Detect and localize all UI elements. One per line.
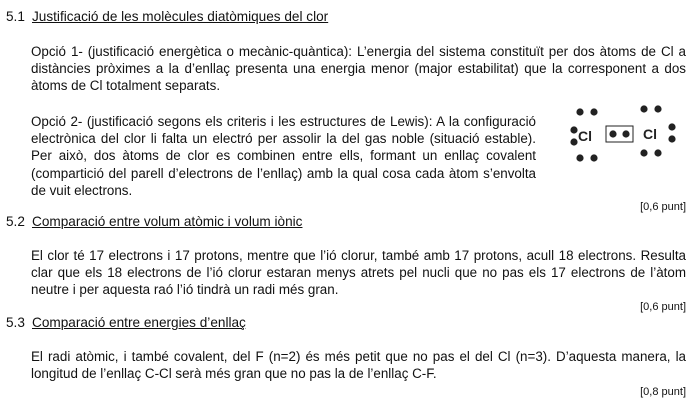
section-number: 5.2 xyxy=(6,214,25,229)
option-1-paragraph: Opció 1- (justificació energètica o mecànic-quàntica): L’energia del sistema constituït per dos àtoms de Cl a distàncies pròximes a la d’enllaç presenta una energia menor (major estabilitat) que la corresponent a dos àtoms de Cl totalment separats. xyxy=(31,44,686,94)
section-title: Comparació entre energies d’enllaç xyxy=(32,315,246,330)
shared-electron-pair xyxy=(609,130,629,137)
section-5-3-heading xyxy=(6,314,246,331)
points-label-5-3: [0,8 punt] xyxy=(640,386,686,398)
section-number: 5.1 xyxy=(6,9,25,24)
section-5-3-paragraph: El radi atòmic, i també covalent, del F (n=2) és més petit que no pas el del Cl (n=3). D’aquesta manera, la longitud de l’enllaç C-Cl serà més gran que no pas la de l’enllaç C-F. xyxy=(31,349,686,382)
section-number: 5.3 xyxy=(6,315,25,330)
points-label-5-2: [0,6 punt] xyxy=(640,301,686,313)
points-label-5-1: [0,6 punt] xyxy=(640,201,686,213)
section-5-2-paragraph: El clor té 17 electrons i 17 protons, mentre que l’ió clorur, també amb 17 protons, acull 18 electrons. Resulta clar que els 18 electrons de l’ió clorur estaran menys atrets pel nucli que no pas els 17 electrons de l’àtom neutre i per aquesta raó l’ió tindrà un radi més gran. xyxy=(31,248,686,298)
option-2-paragraph: Opció 2- (justificació segons els criteris i les estructures de Lewis): A la configuració electrònica del clor li falta un electró per assolir la del gas noble (situació estable). Per això, dos àtoms de clor es combinen entre ells, formant un enllaç covalent (compartició del parell d’electrons de l’enllaç) amb la qual cosa cada àtom s’envolta de vuit electrons. xyxy=(31,114,536,198)
section-5-1-heading xyxy=(6,8,328,25)
section-title: Comparació entre volum atòmic i volum iònic xyxy=(32,214,303,229)
right-chlorine-symbol: Cl xyxy=(643,126,657,142)
section-title: Justificació de les molècules diatòmiques del clor xyxy=(32,9,329,24)
section-5-2-heading xyxy=(6,213,302,230)
lewis-structure-diagram xyxy=(570,104,678,166)
left-chlorine-symbol: Cl xyxy=(578,128,592,144)
